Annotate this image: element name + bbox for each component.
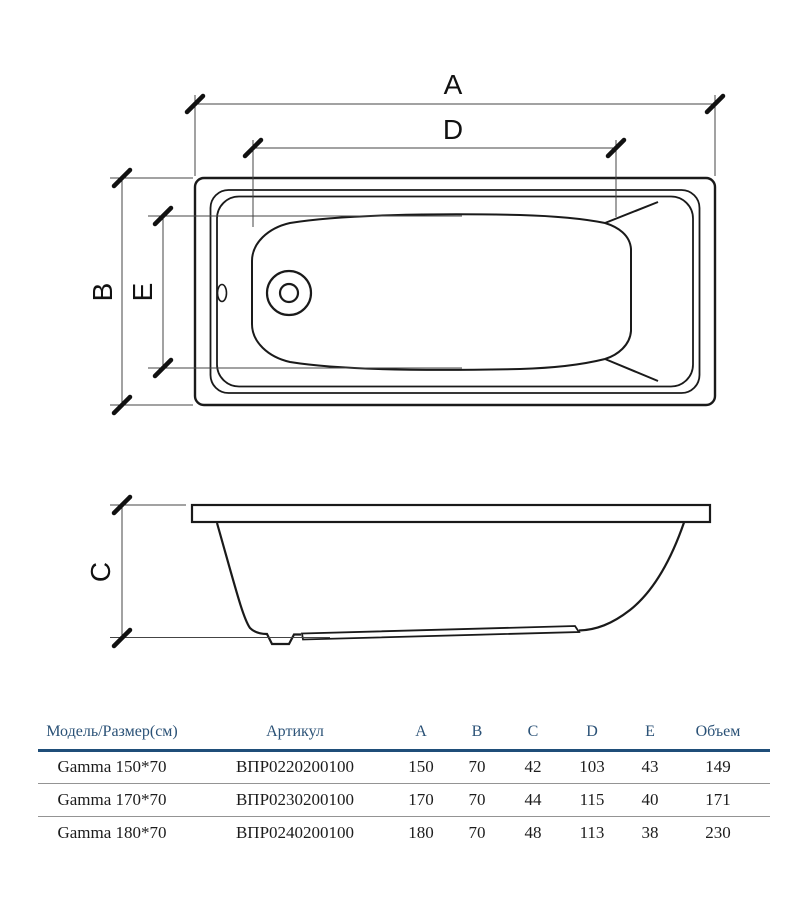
col-header-e: E — [645, 723, 655, 741]
cell-c: 44 — [524, 789, 542, 809]
cell-a: 180 — [408, 822, 434, 842]
col-header-a: A — [415, 723, 427, 741]
col-header-c: C — [527, 723, 539, 741]
col-header-model: Модель/Размер(см) — [46, 723, 178, 741]
col-header-d: D — [586, 723, 598, 741]
cell-d: 103 — [579, 757, 605, 776]
cell-a: 150 — [408, 757, 434, 776]
backrest-slope-bottom — [605, 359, 658, 381]
col-header-b: B — [471, 723, 483, 741]
rim-bar — [192, 505, 710, 522]
table-row — [38, 816, 770, 849]
cell-article: ВПР0220200100 — [235, 757, 355, 776]
cell-c: 42 — [524, 757, 542, 776]
cell-article: ВПР0230200100 — [235, 789, 355, 809]
dim-b-label: B — [87, 282, 118, 302]
overflow-icon — [218, 285, 227, 302]
cell-d: 115 — [579, 789, 605, 809]
extension-line — [110, 505, 330, 638]
backrest-slope-top — [605, 202, 658, 223]
tub-left-wall — [217, 523, 301, 644]
cell-b: 70 — [468, 757, 486, 776]
col-header-article: Артикул — [266, 723, 324, 741]
cell-volume: 171 — [705, 789, 731, 809]
cell-model: Gamma 180*70 — [57, 822, 167, 842]
tub-rim-inner — [217, 197, 693, 387]
top-view — [195, 178, 715, 405]
tub-outer-edge — [195, 178, 715, 405]
spec-table-section — [38, 716, 770, 849]
cell-volume: 149 — [705, 757, 731, 776]
dim-a-label: A — [443, 69, 463, 100]
cell-b: 70 — [468, 822, 486, 842]
cell-d: 113 — [579, 822, 605, 842]
dim-e — [127, 208, 462, 376]
cell-model: Gamma 170*70 — [57, 789, 167, 809]
cell-b: 70 — [468, 789, 486, 809]
drain-hole-icon — [280, 284, 298, 302]
cell-e: 43 — [641, 757, 659, 776]
tub-rim-outer — [211, 190, 700, 393]
table-header-row — [38, 716, 770, 750]
col-header-volume: Объем — [695, 723, 741, 741]
dim-c-label: C — [85, 561, 116, 583]
cell-volume: 230 — [705, 822, 731, 842]
basin-outline — [252, 214, 631, 370]
table-row — [38, 750, 770, 783]
side-view — [192, 505, 710, 644]
cell-c: 48 — [524, 822, 542, 842]
cell-e: 38 — [641, 822, 659, 842]
dim-d-label: D — [442, 114, 464, 145]
cell-a: 170 — [408, 789, 434, 809]
table-row — [38, 783, 770, 816]
spec-table — [38, 716, 770, 849]
tub-right-wall — [579, 523, 684, 631]
bottom-slab — [302, 626, 579, 640]
drain-icon — [267, 271, 311, 315]
cell-e: 40 — [641, 789, 659, 809]
cell-article: ВПР0240200100 — [235, 822, 355, 842]
dim-e-label: E — [127, 282, 158, 302]
cell-model: Gamma 150*70 — [57, 757, 167, 776]
dim-c — [85, 497, 330, 646]
dim-d — [245, 114, 624, 227]
